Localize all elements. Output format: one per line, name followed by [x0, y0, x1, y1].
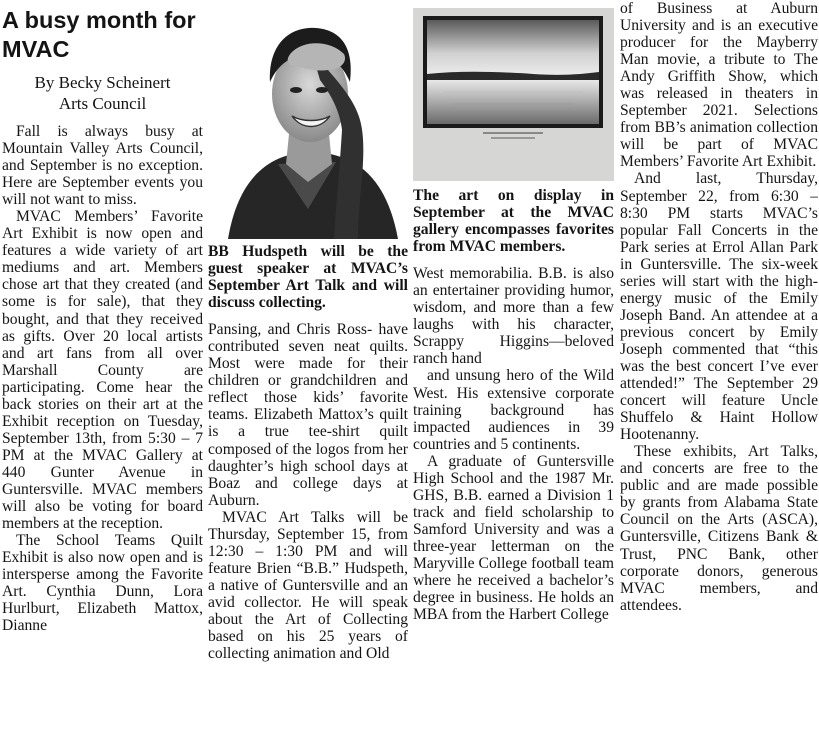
photo-bb-hudspeth [208, 4, 408, 239]
framed-lake-photograph [413, 8, 614, 181]
paragraph: MVAC Members’ Favorite Art Exhibit is now open and features a wide variety of art mediums and art. Members chose art that they created (and some is for sale), that they bought, and that they received as gifts. Over 20 local artists and art fans from all over Marshall County are participating. Come hear the back stories on their art at the Exhibit reception on Tuesday, September 13th, from 5:30 – 7 PM at the MVAC Gallery at 440 Gunter Avenue in Guntersville. MVAC members will also be voting for board members at the reception. [2, 208, 203, 533]
photo-gallery-artwork [413, 8, 614, 181]
paragraph: These exhibits, Art Talks, and concerts are free to the public and are made possible by grants from Alabama State Council on the Arts (ASCA), Guntersville, Citizens Bank & Trust, PNC Bank, other corporate donors, generous MVAC members, and attendees. [620, 443, 818, 614]
byline [2, 72, 203, 114]
photo-bb-caption: BB Hudspeth will be the guest speaker at MVAC’s September Art Talk and will discuss collecting. [208, 243, 408, 312]
paragraph: Fall is always busy at Mountain Valley Arts Council, and September is no exception. Here are September events you will not want to miss. [2, 123, 203, 209]
paragraph: A graduate of Guntersville High School and the 1987 Mr. GHS, B.B. earned a Division 1 track and field scholarship to Samford University and was a three-year letterman on the Maryville College football team where he received a bachelor’s degree in business. He holds an MBA from the Harbert College [413, 452, 614, 624]
paragraph: The School Teams Quilt Exhibit is also now open and is intersperse among the Favorite Art. Cynthia Dunn, Lora Hurlburt, Elizabeth Mattox, Dianne [2, 532, 203, 635]
portrait-illustration [208, 4, 408, 239]
paragraph: of Business at Auburn University and is an executive producer for the Mayberry Man movie, a tribute to The Andy Griffith Show, which was released in theaters in September 2021. Selections from BB’s animation collection will be part of MVAC Members’ Favorite Art Exhibit. [620, 0, 818, 171]
column-4 [620, 0, 818, 737]
paragraph: MVAC Art Talks will be Thursday, September 15, from 12:30 – 1:30 PM and will feature Brien “B.B.” Hudspeth, a native of Guntersville and an avid collector. He will speak about the Art of Collecting based on his 25 years of collecting animation and Old [208, 508, 408, 663]
paragraph: And last, Thursday, September 22, from 6:30 – 8:30 PM starts MVAC’s popular Fall Concerts in the Park series at Errol Allan Park in Guntersville. The six-week series will start with the high-energy music of the Emily Joseph Band. An attendee at a previous concert by Emily Joseph commented that “this was the best concert I’ve ever attended!” The September 29 concert will feature Uncle Shuffelo & Haint Hollow Hootenanny. [620, 170, 818, 444]
paragraph: West memorabilia. B.B. is also an entertainer providing humor, wisdom, and more than a few laughs with his character, Scrappy Higgins—beloved ranch hand [413, 265, 614, 368]
byline-organization: Arts Council [58, 94, 147, 113]
paragraph: Pansing, and Chris Ross- have contributed seven neat quilts. Most were made for their children or grandchildren and reflect those kids’ favorite teams. Elizabeth Mattox’s quilt is a true tee-shirt quilt composed of the logos from her daughter’s high school days at Boaz and college days at Auburn. [208, 321, 408, 509]
column-1 [2, 0, 203, 737]
paragraph: and unsung hero of the Wild West. His extensive corporate training background has impacted audiences in 39 countries and 5 continents. [413, 367, 614, 453]
byline-author: By Becky Scheinert [34, 73, 171, 92]
headline: A busy month for MVAC [2, 7, 196, 62]
column-3 [413, 0, 614, 737]
column-2 [208, 0, 408, 737]
photo-gallery-caption: The art on display in September at the MVAC gallery encompasses favorites from MVAC members. [413, 187, 614, 256]
